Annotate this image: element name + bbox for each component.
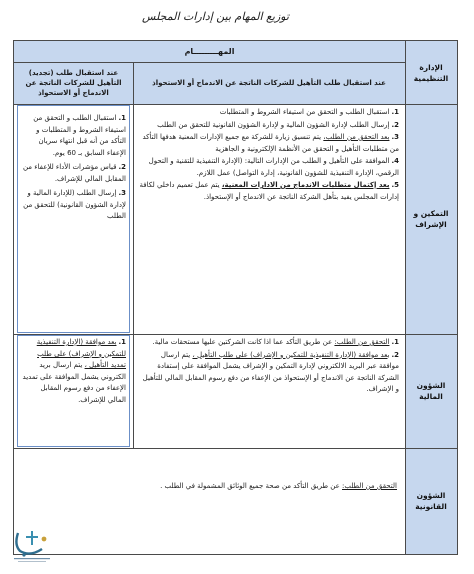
list-item: 1.بعد موافقة (الإدارة التنفيذية للتمكين و الإشراف) على طلب تمديد التأهيل ، يتم ارسال بريد الكتروني يشمل الموافقة على تمديد الإعفاء من دفع رسوم المقابل المالي للإشراف. <box>22 338 126 404</box>
organization-logo <box>10 525 54 565</box>
legal-main <box>20 481 401 494</box>
tasks-header-text: المهـــــــــام <box>184 47 235 56</box>
dept-legal <box>405 448 457 554</box>
empowerment-main <box>135 107 403 204</box>
list-item: 3.إرسال الطلب (للإدارة المالية و لإدارة الشؤون القانونية) للتحقق من الطلب <box>23 189 126 220</box>
col-header-main <box>133 62 405 104</box>
list-item: التحقق من الطلب: عن طريق التأكد من صحة جميع الوثائق المشمولة في الطلب . <box>160 482 397 490</box>
list-item: 3.بعد التحقق من الطلب، يتم تنسيق زيارة للشركة مع جميع الإدارات المعنية هدفها التأكد من متطلبات التأهيل و التحقق من الأنظمة الإلكترونية و الجاهزية <box>142 133 399 153</box>
dept-col-header-text: الإدارة التنظيمية <box>413 62 449 83</box>
dept-empowerment-text: التمكين و الإشراف <box>413 209 449 229</box>
grid-line <box>133 62 134 448</box>
list-item: 4.الموافقة على التأهيل و الطلب من الإدارات التالية: (الإدارة التنفيذية للتقنية و التحول الرقمي، الإدارة التنفيذية للشؤون القانونية، إدارة التواصل) عمل اللازم. <box>148 157 399 177</box>
grid-line <box>14 62 405 63</box>
list-item: 2.قياس مؤشرات الأداء للإعفاء من المقابل المالي للإشراف. <box>22 163 126 183</box>
grid-line <box>14 448 457 449</box>
dept-legal-text: الشؤون القانونية <box>415 491 447 511</box>
col-header-renewal <box>14 62 133 104</box>
finance-renewal <box>20 337 128 407</box>
grid-line <box>405 41 406 554</box>
list-item: 1.استقبال الطلب و التحقق من استيفاء الشروط و المتطلبات و التأكد من أنه قبل انتهاء سريان الإعفاء السابق بـ 60 يوم. <box>33 114 126 157</box>
list-item: 1.التحقق من الطلب: عن طريق التأكد عما اذا كانت الشركتين عليها مستحقات مالية. <box>152 338 399 346</box>
dept-finance-text: الشؤون المالية <box>416 381 446 401</box>
col-header-renewal-text: عند استقبال طلب (تجديد) التأهيل للشركات الناتجة عن الاندماج أو الاستحواذ <box>25 69 122 97</box>
list-item: 2.بعد موافقة (الإدارة التنفيذية للتمكين و الإشراف) على طلب التأهيل ، يتم ارسال موافقة عبر البريد الالكتروني لإدارة التمكين و الإشراف يشمل الموافقة على إستفادة الشركة الناتجة عن الاندماج أو الإستحواذ من الإعفاء من دفع رسوم المقابل المالي للتأهيل و الإشراف. <box>142 350 399 393</box>
task-table <box>13 40 458 555</box>
page-title: توزيع المهام بين إدارات المجلس <box>142 10 289 23</box>
list-item: 1.استقبال الطلب و التحقق من استيفاء الشروط و المتطلبات <box>219 108 399 116</box>
dept-finance <box>405 334 457 448</box>
dept-empowerment <box>405 104 457 334</box>
finance-main <box>135 337 403 397</box>
tasks-header <box>14 41 405 62</box>
logo-mark-icon <box>10 525 54 565</box>
empowerment-renewal <box>20 113 128 224</box>
col-header-main-text: عند استقبال طلب التأهيل للشركات الناتجة عن الاندماج أو الاستحواذ <box>152 79 386 87</box>
list-item: 5.بعد إكتمال متطلبات الاندماج من الادارات المعنية، يتم عمل تعميم داخلي لكافة إدارات المجلس يفيد بتأهل الشركة الناتجة عن الاندماج أو الإستحواذ. <box>139 181 399 201</box>
list-item: 2.إرسال الطلب لإدارة الشؤون المالية و لإدارة الشؤون القانونية للتحقق من الطلب <box>157 120 399 129</box>
dept-col-header <box>405 41 457 104</box>
